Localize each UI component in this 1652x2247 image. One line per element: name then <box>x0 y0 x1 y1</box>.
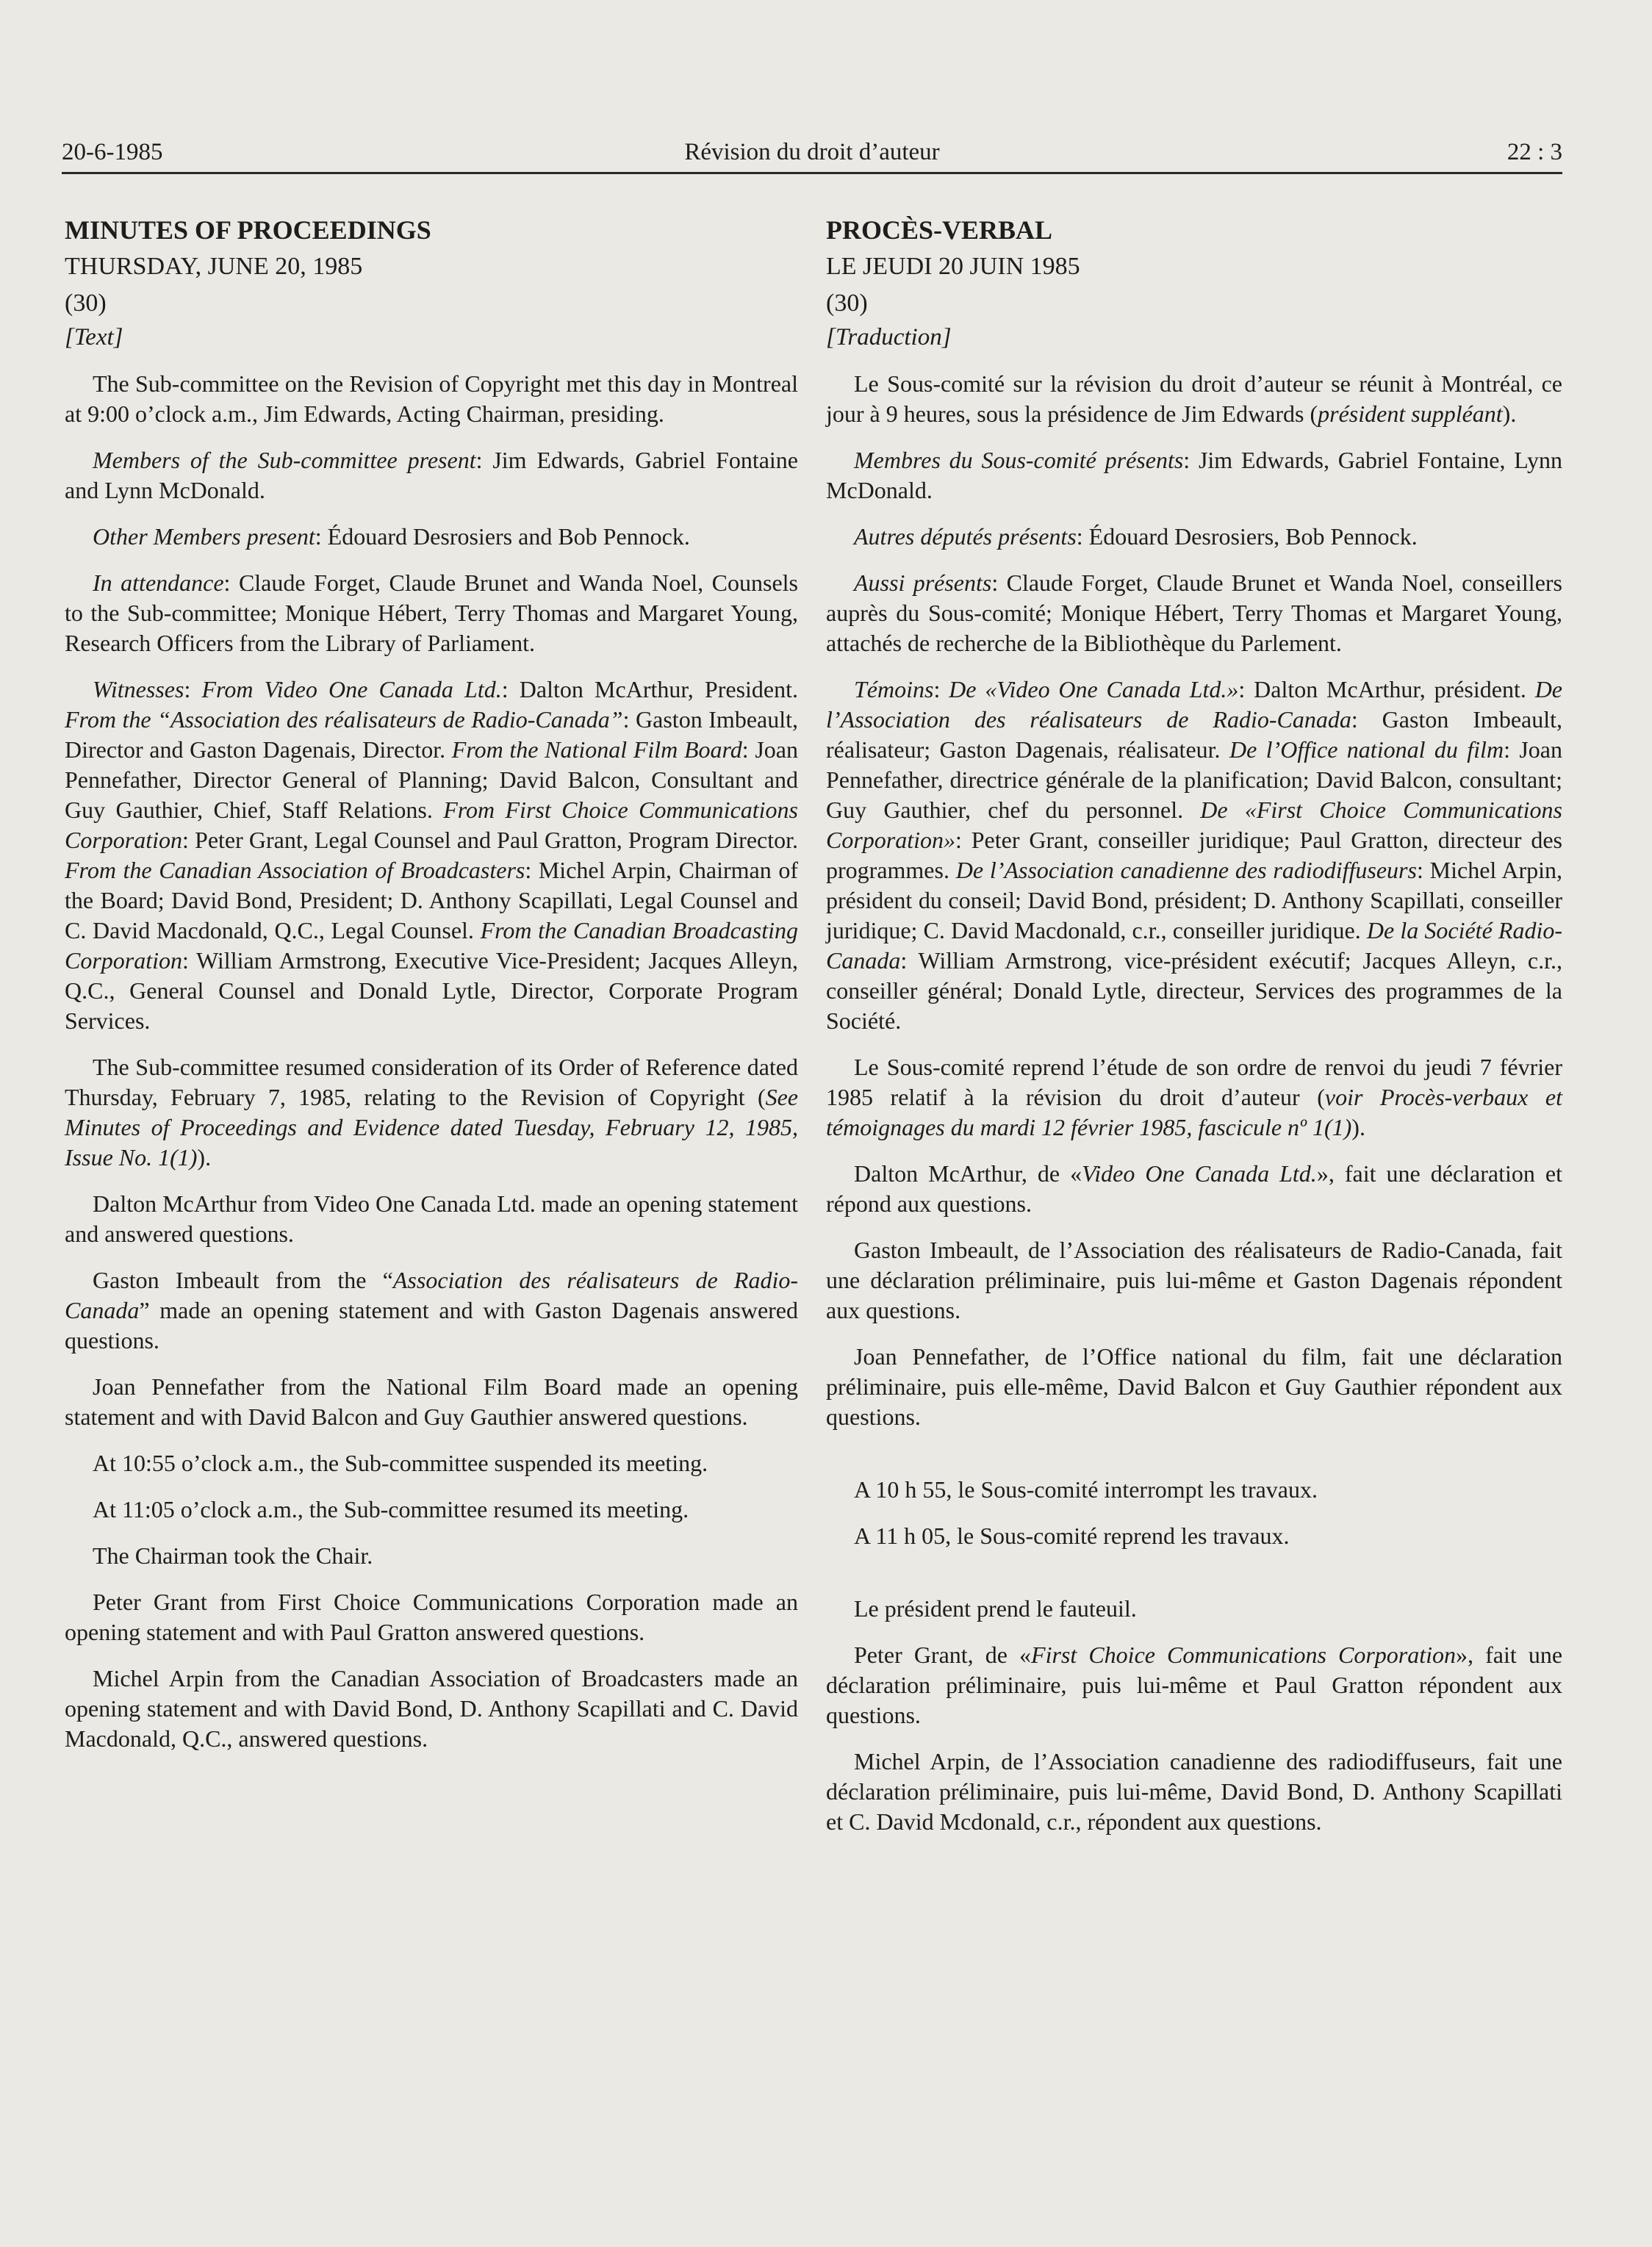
text-run: : <box>933 676 949 702</box>
text-run: : Joan Pennefather, directrice générale de la planification; David Balcon, consultant; Guy Gauthier, chef du personnel. <box>826 736 1563 823</box>
text-run: : Claude Forget, Claude Brunet and Wanda Noel, Counsels to the Sub-committee; Monique Hébert, Terry Thomas and Margaret Young, Research Officers from the Library of Parliament. <box>65 569 798 656</box>
paragraph <box>65 1052 798 1173</box>
french-heading: PROCÈS-VERBAL <box>826 215 1053 245</box>
text-run: », fait une déclaration et répond aux questions. <box>826 1160 1563 1217</box>
italic-text-run: Association des réalisateurs de Radio-Canada <box>65 1267 798 1323</box>
text-run: : Gaston Imbeault, Director and Gaston Dagenais, Director. <box>65 706 799 763</box>
header-title: Révision du droit d’auteur <box>684 139 940 165</box>
paragraph <box>65 1265 798 1356</box>
english-date-line: THURSDAY, JUNE 20, 1985 <box>65 253 363 280</box>
text-run: A 10 h 55, le Sous-comité interrompt les travaux. <box>854 1476 1318 1503</box>
paragraph <box>65 1495 798 1525</box>
text-run: The Chairman took the Chair. <box>93 1542 373 1569</box>
french-column <box>826 213 1562 1853</box>
italic-text-run: Témoins <box>854 676 934 702</box>
italic-text-run: Membres du Sous-comité présents <box>854 447 1184 473</box>
french-meeting-number: (30) <box>826 290 868 317</box>
header-page-number: 22 : 3 <box>1506 139 1562 165</box>
italic-text-run: From Video One Canada Ltd. <box>201 676 502 702</box>
header-date: 20-6-1985 <box>62 139 163 165</box>
italic-text-run: From the “Association des réalisateurs de Radio-Canada” <box>65 706 623 733</box>
italic-text-run: From the Canadian Broadcasting Corporation <box>65 917 799 974</box>
text-run: ). <box>197 1144 212 1171</box>
french-body <box>826 369 1562 1837</box>
text-run: ). <box>1351 1114 1365 1140</box>
text-run: ). <box>1502 400 1517 427</box>
paragraph <box>826 1521 1562 1551</box>
french-translation-note: [Traduction] <box>826 324 952 350</box>
paragraph <box>826 445 1562 506</box>
italic-text-run: De l’Association canadienne des radiodiffuseurs <box>955 857 1417 883</box>
text-run: Le président prend le fauteuil. <box>854 1595 1137 1622</box>
text-run: : Claude Forget, Claude Brunet et Wanda Noel, conseillers auprès du Sous-comité; Monique Hébert, Terry Thomas et Margaret Young, attachés de recherche de la Bibliothèque du Parlement. <box>826 569 1563 656</box>
french-date-line: LE JEUDI 20 JUIN 1985 <box>826 253 1080 280</box>
paragraph <box>826 1640 1562 1730</box>
text-run: : Peter Grant, conseiller juridique; Paul Gratton, directeur des programmes. <box>826 827 1562 883</box>
paragraph <box>65 1189 798 1249</box>
text-run: Le Sous-comité reprend l’étude de son ordre de renvoi du jeudi 7 février 1985 relatif à la révision du droit d’auteur ( <box>826 1054 1562 1110</box>
text-run: : Édouard Desrosiers and Bob Pennock. <box>315 523 690 550</box>
paragraph <box>826 1235 1562 1326</box>
running-header <box>62 131 1562 174</box>
paragraph <box>65 1448 798 1478</box>
italic-text-run: Autres députés présents <box>854 523 1077 550</box>
paragraph <box>65 1541 798 1571</box>
italic-text-run: Video One Canada Ltd. <box>1082 1160 1317 1187</box>
text-run: : Gaston Imbeault, réalisateur; Gaston Dagenais, réalisateur. <box>826 706 1563 763</box>
text-run: : <box>184 676 202 702</box>
text-run: ” made an opening statement and with Gaston Dagenais answered questions. <box>65 1297 798 1353</box>
english-column <box>65 213 798 1770</box>
text-run: Joan Pennefather from the National Film Board made an opening statement and with David Balcon and Guy Gauthier answered questions. <box>65 1373 798 1430</box>
text-run: : William Armstrong, Executive Vice-President; Jacques Alleyn, Q.C., General Counsel and Donald Lytle, Director, Corporate Program Services. <box>65 947 798 1034</box>
text-run: : Joan Pennefather, Director General of Planning; David Balcon, Consultant and Guy Gauthier, Chief, Staff Relations. <box>65 736 799 823</box>
text-run: The Sub-committee resumed consideration of its Order of Reference dated Thursday, February 7, 1985, relating to the Revision of Copyright ( <box>65 1054 798 1110</box>
text-run: : Jim Edwards, Gabriel Fontaine, Lynn McDonald. <box>826 447 1563 503</box>
italic-text-run: From First Choice Communications Corporation <box>65 797 799 853</box>
italic-text-run: Aussi présents <box>854 569 992 596</box>
italic-text-run: De l’Association des réalisateurs de Radio-Canada <box>826 676 1562 733</box>
text-run: : Dalton McArthur, président. <box>1238 676 1535 702</box>
text-run: : Peter Grant, Legal Counsel and Paul Gratton, Program Director. <box>182 827 798 853</box>
english-heading: MINUTES OF PROCEEDINGS <box>65 215 431 245</box>
paragraph <box>826 369 1562 429</box>
paragraph <box>826 1342 1562 1432</box>
text-run: : Michel Arpin, Chairman of the Board; David Bond, President; D. Anthony Scapillati, Legal Counsel and C. David Macdonald, Q.C., Legal Counsel. <box>65 857 799 943</box>
text-run: : Jim Edwards, Gabriel Fontaine and Lynn McDonald. <box>65 447 799 503</box>
paragraph <box>65 568 798 658</box>
text-run: Dalton McArthur, de « <box>854 1160 1082 1187</box>
paragraph <box>826 522 1562 552</box>
text-run: : Dalton McArthur, President. <box>501 676 798 702</box>
paragraph <box>65 369 798 429</box>
paragraph <box>65 1587 798 1647</box>
italic-text-run: De «Video One Canada Ltd.» <box>949 676 1239 702</box>
text-run: Michel Arpin from the Canadian Association of Broadcasters made an opening statement and with David Bond, D. Anthony Scapillati and C. David Macdonald, Q.C., answered questions. <box>65 1665 798 1752</box>
italic-text-run: président suppléant <box>1318 400 1503 427</box>
text-run: At 10:55 o’clock a.m., the Sub-committee suspended its meeting. <box>93 1450 708 1476</box>
italic-text-run: From the Canadian Association of Broadcasters <box>65 857 525 883</box>
text-run: : William Armstrong, vice-président exécutif; Jacques Alleyn, c.r., conseiller général; Donald Lytle, directeur, Services des programmes de la Société. <box>826 947 1562 1034</box>
text-run: », fait une déclaration préliminaire, puis lui-même et Paul Gratton répondent aux questions. <box>826 1642 1563 1728</box>
english-text-note: [Text] <box>65 324 123 350</box>
paragraph <box>826 1475 1562 1505</box>
italic-text-run: voir Procès-verbaux et témoignages du mardi 12 février 1985, fascicule nº 1(1) <box>826 1084 1563 1140</box>
text-run: Gaston Imbeault, de l’Association des réalisateurs de Radio-Canada, fait une déclaration préliminaire, puis lui-même et Gaston Dagenais répondent aux questions. <box>826 1237 1562 1323</box>
paragraph <box>65 522 798 552</box>
paragraph <box>826 568 1562 658</box>
paragraph <box>65 1372 798 1432</box>
text-run: At 11:05 o’clock a.m., the Sub-committee resumed its meeting. <box>93 1496 689 1522</box>
paragraph <box>65 1664 798 1754</box>
italic-text-run: Witnesses <box>93 676 184 702</box>
italic-text-run: Members of the Sub-committee present <box>93 447 476 473</box>
text-run: The Sub-committee on the Revision of Copyright met this day in Montreal at 9:00 o’clock a.m., Jim Edwards, Acting Chairman, presiding. <box>65 370 798 427</box>
paragraph <box>826 1747 1562 1837</box>
paragraph <box>65 675 798 1036</box>
text-run: : Michel Arpin, président du conseil; David Bond, président; D. Anthony Scapillati, conseiller juridique; C. David Macdonald, c.r., conseiller juridique. <box>826 857 1563 943</box>
italic-text-run: Other Members present <box>93 523 315 550</box>
italic-text-run: From the National Film Board <box>451 736 742 763</box>
text-run: Michel Arpin, de l’Association canadienne des radiodiffuseurs, fait une déclaration préliminaire, puis lui-même, David Bond, D. Anthony Scapillati et C. David Mcdonald, c.r., répondent aux questions. <box>826 1748 1562 1835</box>
paragraph <box>826 1594 1562 1624</box>
italic-text-run: First Choice Communications Corporation <box>1031 1642 1457 1668</box>
text-run: Gaston Imbeault from the “ <box>93 1267 393 1293</box>
italic-text-run: De l’Office national du film <box>1229 736 1504 763</box>
text-run: Joan Pennefather, de l’Office national du film, fait une déclaration préliminaire, puis elle-même, David Balcon et Guy Gauthier répondent aux questions. <box>826 1343 1562 1430</box>
paragraph <box>826 1052 1562 1143</box>
paragraph <box>65 445 798 506</box>
text-run: Peter Grant, de « <box>854 1642 1032 1668</box>
italic-text-run: In attendance <box>93 569 224 596</box>
text-run: Peter Grant from First Choice Communications Corporation made an opening statement and with Paul Gratton answered questions. <box>65 1589 798 1645</box>
text-run: A 11 h 05, le Sous-comité reprend les travaux. <box>854 1522 1290 1549</box>
paragraph <box>826 1159 1562 1219</box>
english-body <box>65 369 798 1754</box>
text-run: Dalton McArthur from Video One Canada Ltd. made an opening statement and answered questions. <box>65 1190 798 1247</box>
english-meeting-number: (30) <box>65 290 107 317</box>
paragraph <box>826 675 1562 1036</box>
text-run: : Édouard Desrosiers, Bob Pennock. <box>1076 523 1418 550</box>
text-run: Le Sous-comité sur la révision du droit d’auteur se réunit à Montréal, ce jour à 9 heures, sous la présidence de Jim Edwards ( <box>826 370 1562 427</box>
italic-text-run: See Minutes of Proceedings and Evidence dated Tuesday, February 12, 1985, Issue No. 1(1) <box>65 1084 798 1171</box>
italic-text-run: De «First Choice Communications Corporation» <box>826 797 1563 853</box>
italic-text-run: De la Société Radio-Canada <box>826 917 1563 974</box>
